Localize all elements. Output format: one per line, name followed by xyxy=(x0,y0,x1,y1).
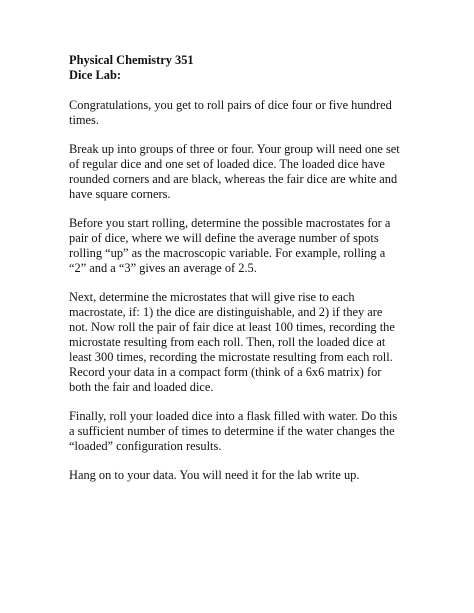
paragraph-groups xyxy=(69,142,419,202)
paragraph-line: of regular dice and one set of loaded dice. The loaded dice have xyxy=(69,157,385,171)
paragraph-line: have square corners. xyxy=(69,187,171,201)
paragraph-line: macrostate, if: 1) the dice are distinguishable, and 2) if they are xyxy=(69,305,383,319)
paragraph-line: Congratulations, you get to roll pairs of dice four or five hundred xyxy=(69,98,392,112)
paragraph-line: Hang on to your data. You will need it for the lab write up. xyxy=(69,468,360,482)
document-body xyxy=(69,53,419,483)
paragraph-line: not. Now roll the pair of fair dice at least 100 times, recording the xyxy=(69,320,395,334)
paragraph-intro xyxy=(69,98,419,128)
title-line-course: Physical Chemistry 351 xyxy=(69,53,194,67)
paragraph-line: least 300 times, recording the microstate resulting from each roll. xyxy=(69,350,393,364)
paragraph-line: times. xyxy=(69,113,99,127)
paragraph-line: both the fair and loaded dice. xyxy=(69,380,214,394)
paragraph-line: “2” and a “3” gives an average of 2.5. xyxy=(69,261,257,275)
paragraph-line: Break up into groups of three or four. Your group will need one set xyxy=(69,142,400,156)
paragraph-line: Before you start rolling, determine the possible macrostates for a xyxy=(69,216,391,230)
paragraph-line: Finally, roll your loaded dice into a flask filled with water. Do this xyxy=(69,409,398,423)
paragraph-line: Record your data in a compact form (think of a 6x6 matrix) for xyxy=(69,365,382,379)
paragraph-microstates xyxy=(69,290,419,395)
paragraph-macrostates xyxy=(69,216,419,276)
paragraph-line: microstate resulting from each roll. Then, roll the loaded dice at xyxy=(69,335,386,349)
title-line-lab: Dice Lab: xyxy=(69,68,121,82)
paragraph-line: “loaded” configuration results. xyxy=(69,439,222,453)
paragraph-line: rounded corners and are black, whereas the fair dice are white and xyxy=(69,172,398,186)
paragraph-closing xyxy=(69,468,419,483)
paragraph-line: rolling “up” as the macroscopic variable. For example, rolling a xyxy=(69,246,386,260)
paragraph-flask xyxy=(69,409,419,454)
paragraph-line: Next, determine the microstates that will give rise to each xyxy=(69,290,355,304)
paragraph-line: pair of dice, where we will define the average number of spots xyxy=(69,231,379,245)
paragraph-line: a sufficient number of times to determine if the water changes the xyxy=(69,424,395,438)
document-title xyxy=(69,53,419,83)
